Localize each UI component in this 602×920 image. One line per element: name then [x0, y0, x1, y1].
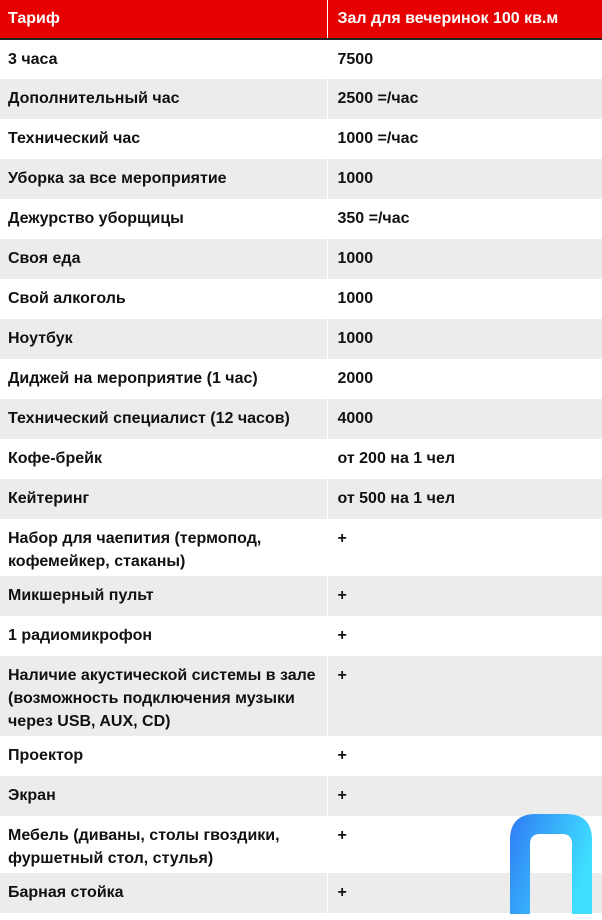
row-value: 7500 [337, 51, 374, 68]
row-name: Технический специалист (12 часов) [0, 399, 327, 439]
row-name: Уборка за все мероприятие [0, 159, 327, 199]
table-header [0, 0, 602, 39]
table-row [0, 159, 602, 199]
row-value: 2000 [337, 370, 374, 387]
table-row [0, 616, 602, 656]
column-header-tariff: Тариф [0, 0, 327, 39]
table-row [0, 359, 602, 399]
table-row [0, 656, 602, 736]
row-name: 1 радиомикрофон [0, 616, 327, 656]
row-name: Ноутбук [0, 319, 327, 359]
table-row [0, 79, 602, 119]
table-body [0, 39, 602, 913]
row-value: 4000 [337, 410, 374, 427]
row-value: 1000 [337, 290, 374, 307]
row-name: 3 часа [0, 39, 327, 79]
row-name: Экран [0, 776, 327, 816]
row-name: Кейтеринг [0, 479, 327, 519]
row-value: + [337, 787, 347, 804]
table-row [0, 239, 602, 279]
row-value: 1000 =/час [337, 130, 419, 147]
table-row [0, 319, 602, 359]
table-row [0, 199, 602, 239]
row-value: 1000 [337, 170, 374, 187]
row-name: Наличие акустической системы в зале (возможность подключения музыки через USB, AUX, CD) [0, 656, 327, 736]
row-value: + [337, 627, 347, 644]
header-row [0, 0, 602, 39]
row-name: Свой алкоголь [0, 279, 327, 319]
row-name: Кофе-брейк [0, 439, 327, 479]
row-value: + [337, 827, 347, 844]
row-value: + [337, 587, 347, 604]
row-name: Мебель (диваны, столы гвоздики, фуршетный стол, стулья) [0, 816, 327, 873]
row-name: Диджей на мероприятие (1 час) [0, 359, 327, 399]
table-row [0, 576, 602, 616]
row-name: Дополнительный час [0, 79, 327, 119]
row-name: Своя еда [0, 239, 327, 279]
table-row [0, 519, 602, 576]
row-value: от 200 на 1 чел [337, 450, 455, 467]
table-row [0, 736, 602, 776]
table-row [0, 119, 602, 159]
table-row [0, 279, 602, 319]
row-name: Набор для чаепития (термопод, кофемейкер, стаканы) [0, 519, 327, 576]
table-row [0, 439, 602, 479]
row-name: Барная стойка [0, 873, 327, 913]
column-header-hall: Зал для вечеринок 100 кв.м [327, 0, 602, 39]
row-name: Микшерный пульт [0, 576, 327, 616]
row-value: + [337, 884, 347, 901]
row-value: 1000 [337, 330, 374, 347]
row-value: 2500 =/час [337, 90, 419, 107]
row-value: + [337, 530, 347, 547]
table-row [0, 479, 602, 519]
row-value: 1000 [337, 250, 374, 267]
row-value: 350 =/час [337, 210, 410, 227]
table-row [0, 39, 602, 79]
row-name: Проектор [0, 736, 327, 776]
row-value: от 500 на 1 чел [337, 490, 455, 507]
row-value: + [337, 667, 347, 684]
row-value: + [337, 747, 347, 764]
table-row [0, 399, 602, 439]
row-name: Технический час [0, 119, 327, 159]
row-name: Дежурство уборщицы [0, 199, 327, 239]
brand-logo-icon [506, 810, 594, 914]
